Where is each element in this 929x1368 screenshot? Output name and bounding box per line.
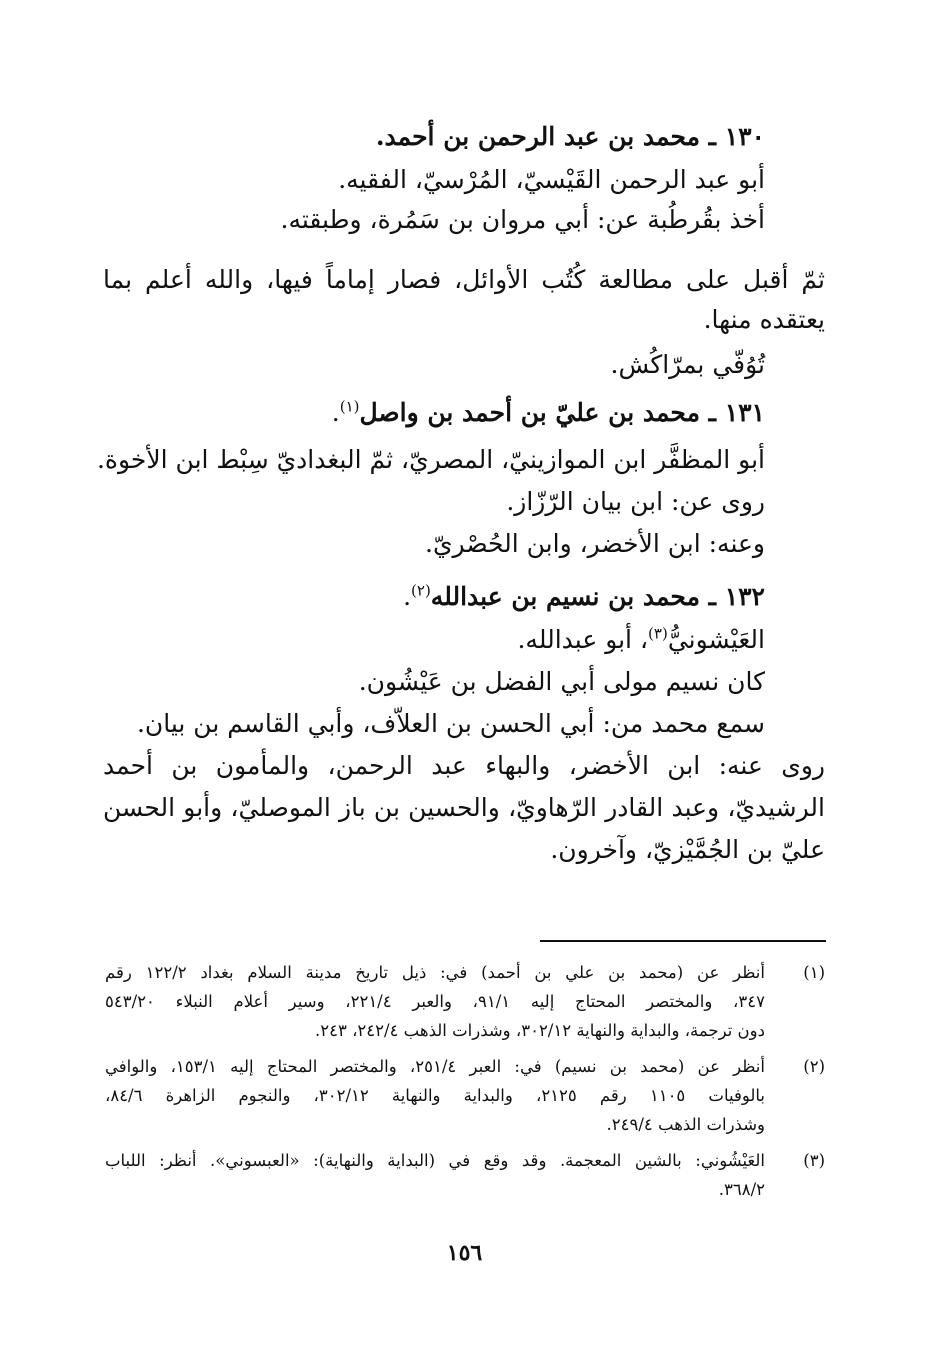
entry-130-line: أخذ بقُرطُبة عن: أبي مروان بن سَمُرة، وطبقته. — [280, 205, 765, 234]
footnote-line: بالوفيات ١١٠٥ رقم ٢١٢٥، والبداية والنهاية ٣٠٢/١٢، والنجوم الزاهرة ٨٤/٦، — [105, 1086, 766, 1105]
footnote-number: (١) — [803, 963, 825, 982]
footnote-ref-2: (٢) — [411, 581, 431, 600]
footnote-line: أنظر عن (محمد بن نسيم) في: العبر ٢٥١/٤، والمختصر المحتاج إليه ١٥٣/١، والوافي — [105, 1057, 765, 1076]
entry-132-line: سمع محمد من: أبي الحسن بن العلاّف، وأبي القاسم بن بيان. — [136, 709, 765, 738]
entry-131-line: وعنه: ابن الأخضر، وابن الحُصْريّ. — [425, 529, 765, 558]
entry-132-line: الرشيديّ، وعبد القادر الرّهاويّ، والحسين بن باز الموصليّ، وأبو الحسن — [103, 793, 825, 822]
footnote-separator — [540, 940, 826, 942]
entry-132-title-end: . — [403, 582, 412, 611]
footnote-body — [105, 1146, 765, 1204]
footnote-line: ٣٦٨/٢. — [718, 1180, 765, 1199]
entry-131-title: ١٣١ ـ محمد بن عليّ بن أحمد بن واصل — [359, 398, 765, 427]
footnote-number: (٣) — [803, 1151, 825, 1170]
entry-132-line: كان نسيم مولى أبي الفضل بن عَيْشُون. — [358, 667, 765, 696]
entry-130-line: أبو عبد الرحمن القَيْسيّ، المُرْسيّ، الفقيه. — [338, 165, 765, 194]
entry-132-line: روى عنه: ابن الأخضر، والبهاء عبد الرحمن، والمأمون بن أحمد — [103, 751, 825, 780]
footnote-body — [105, 1052, 765, 1139]
footnote-ref-3: (٣) — [648, 624, 668, 643]
footnote-line: أنظر عن (محمد بن علي بن أحمد) في: ذيل تاريخ مدينة السلام بغداد ١٢٢/٢ رقم — [105, 963, 765, 982]
footnote — [105, 1052, 825, 1142]
entry-131-line: روى عن: ابن بيان الرّزّاز. — [506, 487, 765, 516]
entry-130-line: تُوُفّي بمرّاكُش. — [610, 350, 765, 379]
footnote-line: دون ترجمة، والبداية والنهاية ٣٠٢/١٢، وشذرات الذهب ٢٤٢/٤، ٢٤٣. — [315, 1021, 765, 1040]
entry-132-title: ١٣٢ ـ محمد بن نسيم بن عبدالله — [430, 582, 765, 611]
entry-132-title-row — [105, 577, 765, 617]
footnote — [105, 958, 825, 1048]
entry-130-title: ١٣٠ ـ محمد بن عبد الرحمن بن أحمد. — [375, 122, 765, 151]
entry-132-nisba-row — [105, 620, 765, 660]
entry-130-line: ثمّ أقبل على مطالعة كُتُب الأوائل، فصار إماماً فيها، والله أعلم بما — [103, 265, 825, 294]
footnote-line: العَيْشُوني: بالشين المعجمة. وقد وقع في (البداية والنهاية): «العبسوني». أنظر: اللباب — [105, 1151, 765, 1170]
footnote-line: ٣٤٧، والمختصر المحتاج إليه ٩١/١، والعبر ٢٢١/٤، وسير أعلام النبلاء ٥٤٣/٢٠ — [105, 992, 765, 1011]
footnote-line: وشذرات الذهب ٢٤٩/٤. — [606, 1115, 765, 1134]
footnote-ref-1: (١) — [339, 397, 360, 416]
footnote-body — [105, 958, 765, 1045]
entry-131-title-end: . — [331, 398, 340, 427]
entry-132-line: عليّ بن الجُمَّيْزيّ، وآخرون. — [550, 835, 825, 864]
footnote-number: (٢) — [803, 1057, 825, 1076]
page-number: ١٥٦ — [446, 1240, 483, 1266]
entry-132-nisba: العَيْشونيُّ — [667, 625, 765, 654]
footnote — [105, 1146, 825, 1206]
entry-130-line: يعتقده منها. — [703, 305, 825, 334]
entry-131-title-row — [105, 393, 765, 433]
entry-131-line: أبو المظفَّر ابن الموازينيّ، المصريّ، ثمّ البغداديّ سِبْط ابن الأخوة. — [96, 445, 765, 474]
entry-132-nisba-rest: ، أبو عبدالله. — [517, 625, 649, 654]
